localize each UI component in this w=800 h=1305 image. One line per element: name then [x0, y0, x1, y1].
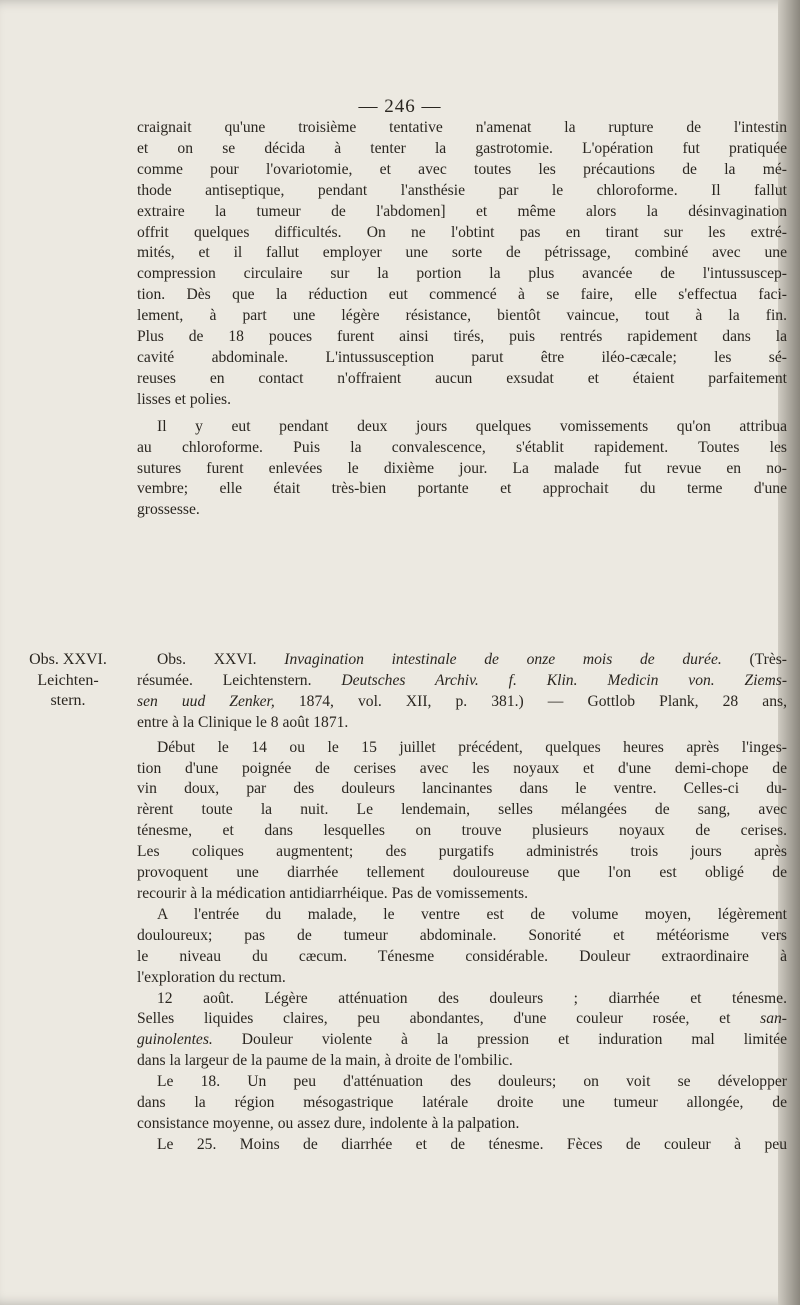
obs-note: (Très-	[749, 651, 787, 668]
obs-journal: Deutsches Archiv. f. Klin. Medicin von. Ziems-	[341, 671, 788, 689]
text-line: 12 août. Légère atténuation des douleurs ; diarrhée et ténesme.	[157, 989, 787, 1007]
text-line: extraire la tumeur de l'abdomen] et même alors la désinvagination	[137, 202, 787, 220]
text-line: lement, à part une légère résistance, bientôt vaincue, tout à la fin.	[137, 307, 787, 325]
paragraph	[137, 417, 787, 522]
paragraph	[137, 738, 787, 905]
text-line	[137, 1030, 787, 1051]
text-line: et on se décida à tenter la gastrotomie. L'opération fut pratiquée	[137, 139, 787, 157]
observation-heading	[137, 650, 787, 734]
obs-summary: résumée. Leichtenstern.	[137, 671, 312, 689]
text-line: tion d'une poignée de cerises avec les noyaux et d'une demi-chope de	[137, 759, 787, 777]
margin-note-line: stern.	[50, 692, 86, 709]
text-line: Les coliques augmentent; des purgatifs administrés trois jours après	[137, 843, 787, 861]
text-line: vembre; elle était très-bien portante et approchait du terme d'une	[137, 480, 787, 498]
text-line: l'exploration du rectum.	[137, 968, 286, 986]
text-line: tion. Dès que la réduction eut commencé à se faire, elle s'effectua faci-	[137, 286, 787, 304]
text-line: sutures furent enlevées le dixième jour. La malade fut revue en no-	[137, 459, 787, 477]
text-block-observation	[137, 650, 787, 1156]
text-line: dans la région mésogastrique latérale droite une tumeur allongée, de	[137, 1094, 787, 1112]
paragraph	[137, 905, 787, 989]
text-line: mités, et il fallut employer une sorte de pétrissage, combiné avec une	[137, 244, 787, 262]
text-line: offrit quelques difficultés. On ne l'obtint pas en tirant sur les extré-	[137, 223, 787, 241]
text-line: craignait qu'une troisième tentative n'amenat la rupture de l'intestin	[137, 119, 787, 136]
text-line: rèrent toute la nuit. Le lendemain, selles mélangées de sang, avec	[137, 801, 787, 819]
text-line: Le 18. Un peu d'atténuation des douleurs; on voit se développer	[157, 1073, 787, 1091]
text-block-top	[137, 118, 787, 521]
text-line: provoquent une diarrhée tellement douloureuse que l'on est obligé de	[137, 864, 787, 882]
text-segment-italic: san-	[760, 1010, 787, 1028]
text-line: douloureux; pas de tumeur abdominale. Sonorité et météorisme vers	[137, 926, 787, 944]
text-line: Plus de 18 pouces furent ainsi tirés, puis rentrés rapidement dans la	[137, 328, 787, 346]
obs-title: Invagination intestinale de onze mois de durée.	[284, 651, 722, 668]
text-line: comme pour l'ovariotomie, et avec toutes les précautions de la mé-	[137, 160, 787, 178]
text-line	[137, 1009, 787, 1030]
margin-note	[4, 650, 132, 712]
text-line: reuses en contact n'offraient aucun exsudat et étaient parfaitement	[137, 369, 787, 387]
text-line: au chloroforme. Puis la convalescence, s'établit rapidement. Toutes les	[137, 438, 787, 456]
text-line: cavité abdominale. L'intussusception parut être iléo-cæcale; les sé-	[137, 348, 787, 366]
text-line: Début le 14 ou le 15 juillet précédent, quelques heures après l'inges-	[157, 738, 787, 756]
text-line: recourir à la médication antidiarrhéique. Pas de vomissements.	[137, 884, 529, 902]
text-line: consistance moyenne, ou assez dure, indolente à la palpation.	[137, 1114, 520, 1132]
page-number: — 246 —	[358, 96, 442, 117]
obs-label: Obs. XXVI.	[157, 651, 257, 668]
text-line: dans la largeur de la paume de la main, à droite de l'ombilic.	[137, 1052, 513, 1070]
text-line	[137, 692, 787, 713]
text-line	[137, 650, 787, 671]
margin-note-line: Leichten-	[37, 671, 99, 689]
text-line: vin doux, par des douleurs lancinantes dans le ventre. Celles-ci du-	[137, 780, 787, 798]
obs-journal-cont: sen uud Zenker,	[137, 692, 275, 710]
paragraph	[137, 989, 787, 1073]
paragraph	[137, 1072, 787, 1135]
text-line: ténesme, et dans lesquelles on trouve plusieurs noyaux de cerises.	[137, 822, 787, 840]
text-line: entre à la Clinique le 8 août 1871.	[137, 713, 349, 731]
text-line: lisses et polies.	[137, 390, 231, 408]
text-line: Le 25. Moins de diarrhée et de ténesme. Fèces de couleur à peu	[157, 1135, 787, 1153]
text-line: compression circulaire sur la portion la plus avancée de l'intussuscep-	[137, 265, 787, 283]
paragraph	[137, 118, 787, 411]
text-segment: Selles liquides claires, peu abondantes, d'une couleur rosée, et	[137, 1010, 731, 1028]
text-line	[137, 671, 787, 692]
text-line: A l'entrée du malade, le ventre est de volume moyen, légèrement	[157, 905, 787, 923]
text-line: grossesse.	[137, 501, 200, 519]
margin-note-line: Obs. XXVI.	[29, 651, 107, 668]
text-line: le niveau du cæcum. Ténesme considérable. Douleur extraordinaire à	[137, 947, 787, 965]
obs-reference: 1874, vol. XII, p. 381.) — Gottlob Plank, 28 ans,	[298, 692, 787, 710]
text-segment-italic: guinolentes.	[137, 1031, 213, 1049]
text-line: Il y eut pendant deux jours quelques vomissements qu'on attribua	[157, 417, 787, 435]
text-segment: Douleur violente à la pression et induration mal limitée	[241, 1031, 787, 1049]
paragraph	[137, 1135, 787, 1156]
text-line: thode antiseptique, pendant l'ansthésie par le chloroforme. Il fallut	[137, 181, 787, 199]
